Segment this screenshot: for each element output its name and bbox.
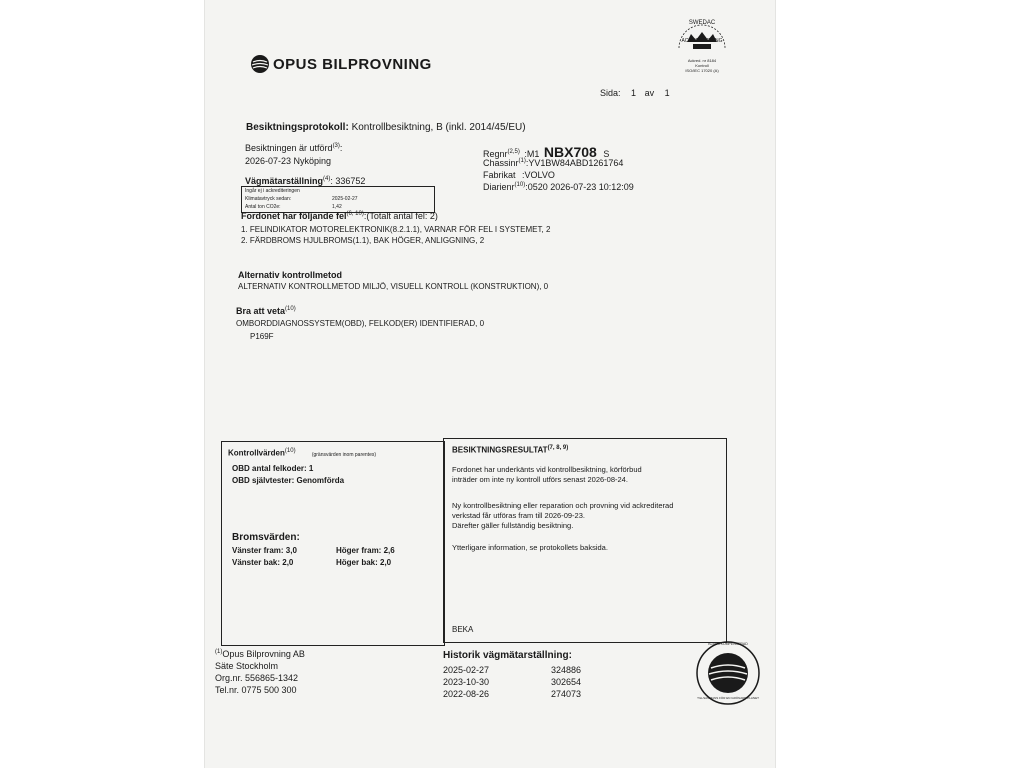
- result-footer-code: BEKA: [452, 625, 474, 634]
- climate-compensated-badge: [695, 640, 761, 711]
- protocol-paper: [205, 0, 775, 768]
- climate-row-2-value: 2025-02-27: [332, 196, 358, 202]
- page-total: 1: [664, 88, 670, 98]
- make-value: :VOLVO: [522, 170, 555, 180]
- chassis-sup: (1): [518, 158, 526, 164]
- page-number: [600, 88, 670, 98]
- company-name: Opus Bilprovning AB: [222, 649, 305, 659]
- odometer-value: 336752: [335, 176, 366, 186]
- obd-faults: OBD antal felkoder: 1: [232, 464, 314, 473]
- chassis-value: :YV1BW84ABD1261764: [525, 158, 624, 168]
- alt-method-heading: Alternativ kontrollmetod: [238, 270, 343, 280]
- company-seat: Säte Stockholm: [215, 661, 279, 671]
- diary-value: :0520 2026-07-23 10:12:09: [525, 182, 634, 192]
- good-to-know-sup: (10): [285, 306, 296, 312]
- climate-row-2-label: Klimatavtryck sedan:: [245, 196, 292, 202]
- fault-item-1: 1. FELINDIKATOR MOTORELEKTRONIK(8.2.1.1), VARNAR FÖR FEL I SYSTEMET, 2: [241, 225, 551, 234]
- performed-value: 2026-07-23 Nyköping: [245, 156, 332, 166]
- alt-method-text: ALTERNATIV KONTROLLMETOD MILJÖ, VISUELL KONTROLL (KONSTRUKTION), 0: [238, 282, 549, 291]
- brake-heading: Bromsvärden:: [232, 532, 300, 543]
- brake-front-left: Vänster fram: 3,0: [232, 546, 297, 555]
- make-label: Fabrikat: [483, 170, 516, 180]
- control-values-box: [221, 441, 445, 646]
- history-value: 302654: [551, 677, 582, 687]
- swedac-badge: [667, 18, 737, 78]
- chassis-row: [483, 158, 623, 168]
- page-label: Sida:: [600, 88, 621, 98]
- faults-heading-sup: (6, 10): [346, 211, 364, 217]
- swedac-line-2: Kontroll: [695, 63, 709, 68]
- result-p1-line1: Fordonet har underkänts vid kontrollbesiktning, körförbud: [452, 465, 642, 474]
- odometer-sup: (4): [323, 176, 331, 182]
- history-date: 2022-08-26: [443, 689, 490, 699]
- regnr-suffix: S: [603, 149, 610, 159]
- result-p2-line3: Därefter gäller fullständig besiktning.: [452, 521, 574, 530]
- odometer: Vägmätarställning$^{(4)}$: 336752: [245, 176, 366, 186]
- regnr-sup: (2,5): [507, 149, 520, 155]
- performed-sup: (3): [332, 143, 340, 149]
- brake-front-right: Höger fram: 2,6: [336, 546, 395, 555]
- company-org: Org.nr. 556865-1342: [215, 673, 299, 683]
- opus-globe-icon: [250, 54, 270, 74]
- faults-heading: [241, 211, 438, 221]
- control-values-heading-text: Kontrollvärden: [228, 448, 285, 458]
- control-values-heading: [228, 448, 376, 458]
- result-p2-line2: verkstad får utföras fram till 2026-09-23.: [452, 511, 585, 520]
- swedac-top-text: SWEDAC: [688, 20, 716, 26]
- regnr-value: NBX708: [543, 144, 597, 160]
- company-logo-text: OPUS BILPROVNING: [273, 56, 432, 73]
- good-to-know-heading: [236, 306, 296, 316]
- fault-item-2: 2. FÄRDBROMS HJULBROMS(1.1), BAK HÖGER, ANLIGGNING, 2: [241, 236, 485, 245]
- chassis-label: Chassinr: [483, 158, 519, 168]
- obd-self-tests: OBD självtester: Genomförda: [232, 476, 345, 485]
- page-current: 1: [631, 88, 637, 98]
- company-name-row: [215, 646, 305, 660]
- protocol-title: [246, 122, 526, 133]
- swedac-line-3: ISO/IEC 17020 (A): [685, 68, 719, 73]
- eco-top-text: KLIMATKOMPENSERAD: [708, 642, 748, 646]
- history-row: [443, 688, 581, 700]
- diary-sup: (10): [514, 182, 526, 188]
- history-row: [443, 664, 581, 676]
- result-p2-line1: Ny kontrollbesiktning eller reparation och provning vid ackrediterad: [452, 501, 674, 510]
- regnr-label: Regnr: [483, 149, 508, 159]
- good-to-know-heading-text: Bra att veta: [236, 306, 286, 316]
- climate-box: [241, 186, 435, 213]
- history-date: 2025-02-27: [443, 665, 490, 675]
- history-date: 2023-10-30: [443, 677, 490, 687]
- company-info: [215, 646, 305, 696]
- protocol-title-rest: Kontrollbesiktning, B (inkl. 2014/45/EU): [351, 122, 526, 133]
- history-table: [443, 664, 581, 700]
- performed-label-text: Besiktningen är utförd: [245, 143, 333, 153]
- swedac-ring-text: ACKREDITERING: [681, 38, 723, 44]
- regnr-prefix: :M1: [524, 149, 540, 159]
- opus-logo: [250, 54, 270, 79]
- page-of: av: [644, 88, 655, 98]
- control-values-sup: (10): [284, 448, 296, 454]
- history-value: 324886: [551, 665, 582, 675]
- good-to-know-code: P169F: [250, 332, 274, 341]
- faults-total: :(Totalt antal fel: 2): [363, 211, 438, 221]
- brake-rear-right: Höger bak: 2,0: [336, 558, 392, 567]
- climate-row-3-value: 1,42: [332, 204, 342, 210]
- diary-label: Diarienr: [483, 182, 515, 192]
- control-values-note: (gränsvärden inom parentes): [311, 451, 377, 458]
- result-heading: [452, 445, 568, 455]
- history-row: [443, 676, 581, 688]
- result-p1-line2: inträder om inte ny kontroll utförs senast 2026-08-24.: [452, 475, 628, 484]
- climate-row-3-label: Antal ton CO2e:: [245, 204, 281, 210]
- result-box: [443, 438, 727, 643]
- brake-rear-left: Vänster bak: 2,0: [232, 558, 294, 567]
- protocol-title-bold: Besiktningsprotokoll:: [246, 122, 349, 133]
- company-tel: Tel.nr. 0775 500 300: [215, 685, 297, 695]
- faults-heading-text: Fordonet har följande fel: [241, 211, 347, 221]
- good-to-know-text: OMBORDDIAGNOSSYSTEM(OBD), FELKOD(ER) IDENTIFIERAD, 0: [236, 319, 485, 328]
- result-heading-text: BESIKTNINGSRESULTAT: [452, 445, 548, 455]
- result-heading-sup: (7, 8, 9): [547, 445, 569, 451]
- swedac-line-1: Ackred. nr 8184: [687, 58, 717, 63]
- climate-row-1: Ingår ej i ackrediteringen: [245, 188, 300, 194]
- make-row: [483, 170, 555, 180]
- history-value: 274073: [551, 689, 582, 699]
- result-p3: Ytterligare information, se protokollets baksida.: [452, 543, 608, 552]
- history-heading: Historik vägmätarställning:: [443, 650, 572, 661]
- odometer-label: Vägmätarställning: [245, 176, 324, 186]
- diary-row: [483, 182, 634, 192]
- performed-label: Besiktningen är utförd$^{(3)}$:: [245, 143, 343, 153]
- company-sup: (1): [215, 649, 223, 655]
- eco-ring-text: TILLSAMMANS FÖR EN GRÖNARE PLANET: [697, 696, 759, 700]
